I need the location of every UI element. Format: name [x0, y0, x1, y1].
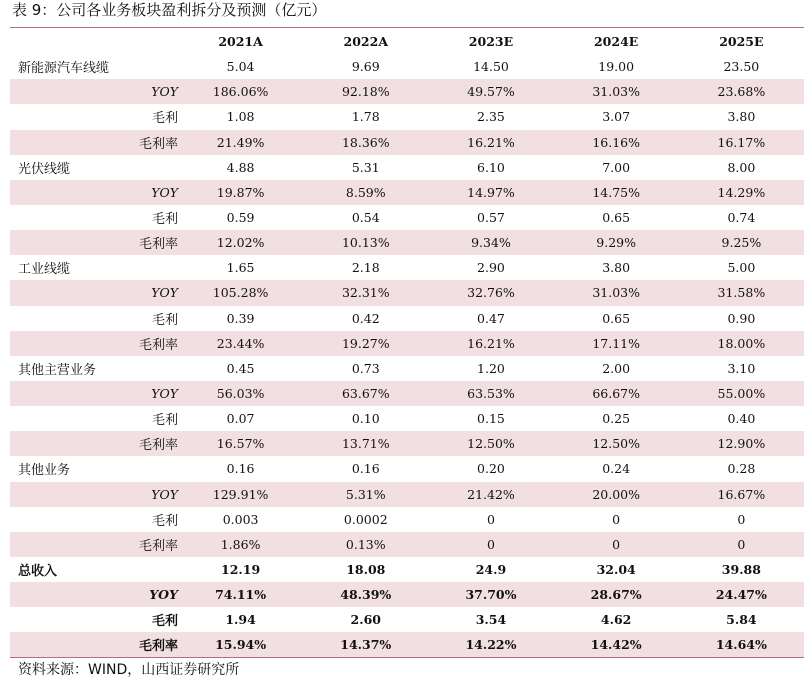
value-cell: 0.47 [477, 310, 505, 326]
value-cell: 129.91% [178, 482, 303, 507]
row-label: 毛利率 [10, 230, 178, 255]
value-cell: 3.80 [727, 109, 756, 125]
value-cell: 19.27% [303, 331, 428, 356]
value-cell: 1.20 [477, 360, 505, 376]
value-cell: 1.65 [226, 260, 255, 276]
value-cell: 31.03% [554, 280, 679, 305]
table-row [10, 356, 804, 381]
value-cell: 0 [428, 532, 553, 557]
value-cell: 31.03% [554, 79, 679, 104]
value-cell: 10.13% [303, 230, 428, 255]
value-cell: 8.00 [727, 159, 756, 175]
value-cell: 3.80 [602, 260, 631, 276]
value-cell: 5.84 [726, 612, 757, 628]
table-row [10, 54, 804, 79]
row-label: 毛利 [151, 413, 178, 429]
value-cell: 5.04 [226, 59, 255, 75]
row-label: 毛利 [151, 614, 178, 630]
value-cell: 92.18% [303, 79, 428, 104]
row-label: YOY [10, 280, 178, 305]
value-cell: 48.39% [303, 582, 428, 607]
value-cell: 12.19 [221, 562, 261, 578]
value-cell: 0.13% [303, 532, 428, 557]
table-title: 表 9：公司各业务板块盈利拆分及预测（亿元） [12, 1, 327, 19]
value-cell: 186.06% [178, 79, 303, 104]
row-label: YOY [10, 482, 178, 507]
value-cell: 0.39 [226, 310, 255, 326]
value-cell: 24.9 [475, 562, 507, 578]
value-cell: 0.10 [351, 411, 380, 427]
table-row [10, 557, 804, 582]
value-cell: 0.90 [727, 310, 756, 326]
table-row [10, 632, 804, 657]
value-cell: 0.25 [602, 411, 631, 427]
value-cell: 16.21% [428, 331, 553, 356]
value-cell: 4.88 [226, 159, 255, 175]
value-cell: 14.29% [679, 180, 804, 205]
row-label: YOY [10, 79, 178, 104]
value-cell: 21.49% [178, 130, 303, 155]
value-cell: 1.08 [226, 109, 255, 125]
row-label: YOY [10, 180, 178, 205]
value-cell: 9.34% [428, 230, 553, 255]
value-cell: 3.07 [602, 109, 631, 125]
value-cell: 0 [486, 511, 495, 527]
value-cell: 9.25% [679, 230, 804, 255]
table-row [10, 381, 804, 406]
table-row [10, 582, 804, 607]
value-cell: 0.42 [351, 310, 380, 326]
value-cell: 20.00% [554, 482, 679, 507]
header-cell [10, 29, 178, 54]
value-cell: 16.21% [428, 130, 553, 155]
value-cell: 13.71% [303, 431, 428, 456]
value-cell: 55.00% [679, 381, 804, 406]
row-label: 毛利率 [10, 130, 178, 155]
header-cell: 2022A [343, 34, 389, 50]
value-cell: 0.57 [477, 210, 505, 226]
value-cell: 0 [612, 511, 621, 527]
value-cell: 0.15 [477, 411, 505, 427]
row-label: YOY [10, 381, 178, 406]
profit-forecast-table [10, 29, 804, 658]
table-row [10, 230, 804, 255]
value-cell: 0.59 [226, 210, 255, 226]
value-cell: 0.24 [602, 461, 631, 477]
value-cell: 16.67% [679, 482, 804, 507]
value-cell: 32.04 [596, 562, 636, 578]
value-cell: 4.62 [600, 612, 632, 628]
row-label: 工业线缆 [18, 262, 71, 278]
table-row [10, 482, 804, 507]
header-cell: 2021A [218, 34, 263, 50]
value-cell: 63.53% [428, 381, 553, 406]
value-cell: 17.11% [554, 331, 679, 356]
value-cell: 0.65 [602, 210, 631, 226]
value-cell: 6.10 [477, 159, 505, 175]
value-cell: 8.59% [303, 180, 428, 205]
value-cell: 39.88 [721, 562, 761, 578]
value-cell: 0.07 [226, 411, 255, 427]
value-cell: 0 [737, 511, 746, 527]
value-cell: 3.10 [727, 360, 756, 376]
source-note: 资料来源：WIND，山西证券研究所 [18, 662, 240, 678]
table-row [10, 456, 804, 481]
row-label: 新能源汽车线缆 [18, 61, 110, 77]
value-cell: 32.31% [303, 280, 428, 305]
row-label: 毛利率 [10, 532, 178, 557]
value-cell: 0.16 [226, 461, 255, 477]
table-bottom-rule [10, 657, 804, 658]
value-cell: 16.16% [554, 130, 679, 155]
value-cell: 0.65 [602, 310, 631, 326]
value-cell: 14.50 [473, 59, 509, 75]
row-label: 毛利率 [10, 632, 178, 657]
value-cell: 3.54 [475, 612, 507, 628]
value-cell: 2.18 [351, 260, 380, 276]
value-cell: 14.37% [303, 632, 428, 657]
value-cell: 14.22% [428, 632, 553, 657]
value-cell: 18.36% [303, 130, 428, 155]
row-label: YOY [10, 582, 178, 607]
value-cell: 105.28% [178, 280, 303, 305]
value-cell: 0.003 [222, 511, 259, 527]
value-cell: 0.0002 [343, 511, 388, 527]
header-cell: 2024E [593, 34, 639, 50]
value-cell: 16.57% [178, 431, 303, 456]
table-row [10, 331, 804, 356]
row-label: 光伏线缆 [18, 161, 71, 177]
table-row [10, 205, 804, 230]
value-cell: 28.67% [554, 582, 679, 607]
table-row [10, 104, 804, 129]
table-top-rule [10, 27, 804, 28]
row-label: 毛利 [151, 312, 178, 328]
table-header-row [10, 29, 804, 54]
value-cell: 1.86% [178, 532, 303, 557]
table-row [10, 280, 804, 305]
table-row [10, 155, 804, 180]
table-row [10, 255, 804, 280]
value-cell: 24.47% [679, 582, 804, 607]
value-cell: 74.11% [178, 582, 303, 607]
table-row [10, 507, 804, 532]
header-cell: 2025E [719, 34, 764, 50]
row-label: 毛利率 [10, 431, 178, 456]
value-cell: 5.31% [303, 482, 428, 507]
table-row [10, 406, 804, 431]
value-cell: 0.45 [226, 360, 255, 376]
row-label: 毛利 [151, 111, 178, 127]
value-cell: 1.94 [225, 612, 256, 628]
value-cell: 63.67% [303, 381, 428, 406]
value-cell: 0 [679, 532, 804, 557]
value-cell: 23.68% [679, 79, 804, 104]
value-cell: 2.35 [477, 109, 505, 125]
value-cell: 19.00 [598, 59, 635, 75]
value-cell: 16.17% [679, 130, 804, 155]
value-cell: 0.40 [727, 411, 756, 427]
value-cell: 2.90 [477, 260, 505, 276]
table-row [10, 180, 804, 205]
value-cell: 9.29% [554, 230, 679, 255]
value-cell: 0.74 [727, 210, 756, 226]
table-row [10, 79, 804, 104]
table-row [10, 532, 804, 557]
value-cell: 56.03% [178, 381, 303, 406]
value-cell: 15.94% [178, 632, 303, 657]
value-cell: 14.42% [554, 632, 679, 657]
value-cell: 0.16 [351, 461, 380, 477]
value-cell: 18.00% [679, 331, 804, 356]
value-cell: 14.75% [554, 180, 679, 205]
value-cell: 66.67% [554, 381, 679, 406]
row-label: 毛利 [151, 513, 178, 529]
value-cell: 12.50% [554, 431, 679, 456]
value-cell: 37.70% [428, 582, 553, 607]
table-row [10, 306, 804, 331]
value-cell: 23.50 [723, 59, 760, 75]
value-cell: 7.00 [602, 159, 631, 175]
value-cell: 0.54 [351, 210, 380, 226]
header-cell: 2023E [468, 34, 514, 50]
value-cell: 31.58% [679, 280, 804, 305]
value-cell: 32.76% [428, 280, 553, 305]
table-row [10, 431, 804, 456]
value-cell: 5.00 [727, 260, 756, 276]
value-cell: 14.64% [679, 632, 804, 657]
value-cell: 12.02% [178, 230, 303, 255]
value-cell: 12.50% [428, 431, 553, 456]
row-label: 毛利 [151, 212, 178, 228]
row-label: 总收入 [18, 564, 58, 580]
value-cell: 18.08 [346, 562, 386, 578]
value-cell: 0 [554, 532, 679, 557]
value-cell: 49.57% [428, 79, 553, 104]
value-cell: 5.31 [351, 159, 380, 175]
row-label: 其他业务 [18, 463, 71, 479]
value-cell: 14.97% [428, 180, 553, 205]
value-cell: 2.60 [350, 612, 381, 628]
value-cell: 21.42% [428, 482, 553, 507]
value-cell: 0.73 [351, 360, 380, 376]
value-cell: 1.78 [351, 109, 380, 125]
value-cell: 0.28 [727, 461, 756, 477]
value-cell: 19.87% [178, 180, 303, 205]
value-cell: 12.90% [679, 431, 804, 456]
row-label: 其他主营业务 [18, 362, 97, 378]
value-cell: 9.69 [351, 59, 380, 75]
value-cell: 2.00 [602, 360, 631, 376]
value-cell: 0.20 [477, 461, 505, 477]
table-row [10, 130, 804, 155]
row-label: 毛利率 [10, 331, 178, 356]
value-cell: 23.44% [178, 331, 303, 356]
table-row [10, 607, 804, 632]
